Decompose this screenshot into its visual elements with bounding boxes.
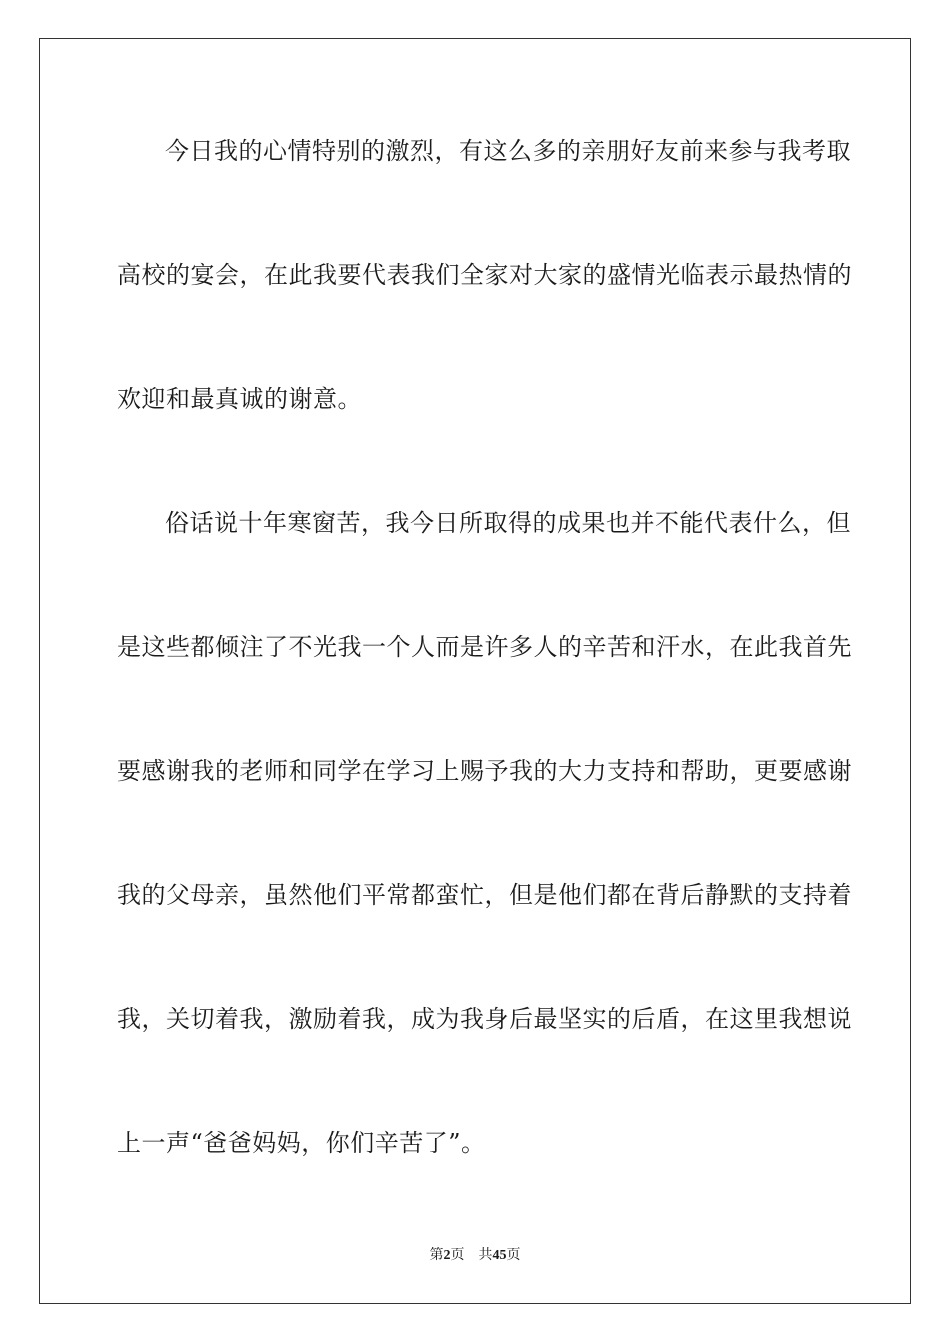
paragraph-2-line-4: 我的父母亲，虽然他们平常都蛮忙，但是他们都在背后静默的支持着 <box>117 881 852 909</box>
page-suffix: 页 <box>450 1248 465 1263</box>
total-suffix: 页 <box>506 1248 521 1263</box>
paragraph-2-line-5: 我，关切着我，激励着我，成为我身后最坚实的后盾，在这里我想说 <box>117 1005 852 1033</box>
paragraph-2-line-6: 上一声“爸爸妈妈，你们辛苦了”。 <box>117 1129 486 1157</box>
page-frame <box>39 38 911 1304</box>
page-prefix: 第 <box>429 1248 444 1263</box>
paragraph-2-line-3: 要感谢我的老师和同学在学习上赐予我的大力支持和帮助，更要感谢 <box>117 757 852 785</box>
paragraph-2-line-1: 俗话说十年寒窗苦，我今日所取得的成果也并不能代表什么，但 <box>165 509 851 537</box>
total-pages: 45 <box>492 1248 507 1263</box>
page-number: 2 <box>443 1248 451 1263</box>
paragraph-1-line-2: 高校的宴会，在此我要代表我们全家对大家的盛情光临表示最热情的 <box>117 261 852 289</box>
paragraph-1-line-3: 欢迎和最真诚的谢意。 <box>117 385 362 413</box>
paragraph-1-line-1: 今日我的心情特别的激烈，有这么多的亲朋好友前来参与我考取 <box>165 137 851 165</box>
total-prefix: 共 <box>478 1248 493 1263</box>
paragraph-2-line-2: 是这些都倾注了不光我一个人而是许多人的辛苦和汗水，在此我首先 <box>117 633 852 661</box>
page-footer <box>0 1247 950 1265</box>
